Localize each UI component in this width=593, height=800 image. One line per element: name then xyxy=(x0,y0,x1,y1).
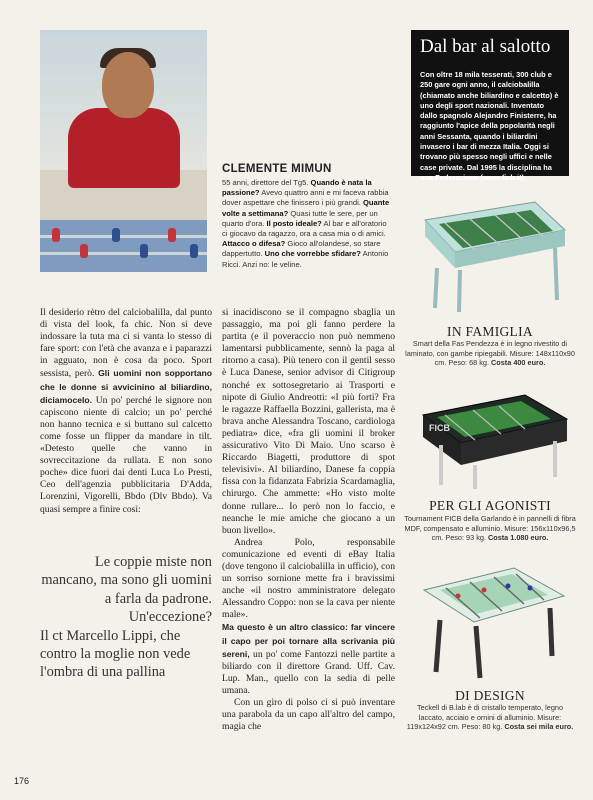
pull-quote xyxy=(40,553,212,682)
product-description: Teckell di B.lab è di cristallo temperato, legno laccato, acciaio e ornini di alluminio. Misure: 119x124x92 cm. Peso: 80 kg. Costa sei mila euro. xyxy=(406,703,574,732)
article-paragraph: Un po' perché le signore non capiscono niente di calcio; un po' perché non hanno tecnica e si buttano sul calcetto come fosse un flipper da mandare in tilt. «Detesto quelle che vanno in sovreccitazione da rullata. E non sono poche» dice fuori dai denti Luca Lo Presti, Ceo dell'agenzia pubblicitaria D'Adda, Lorenzini, Vigorelli, Bbdo (Dlv Bbdo). Va quasi sempre a finire così: xyxy=(40,394,212,515)
product-image-agonisti xyxy=(415,385,570,490)
article-column-1 xyxy=(40,307,212,516)
info-box xyxy=(411,30,569,182)
product-image-famiglia xyxy=(415,190,570,315)
product-description: Tournament FICB della Garlando è in pannelli di fibra MDF, compensato e alluminio. Misure: 156x110x96,5 cm. Peso: 93 kg. Costa 1.080 euro. xyxy=(404,514,576,543)
product-image-design xyxy=(418,560,568,680)
article-paragraph: un po' come Fantozzi nelle partite a biliardo con il direttore Grand. Uff. Cav. Lup. Man., quello con la sedia di pelle umana. xyxy=(222,648,395,696)
article-paragraph: Con un giro di polso ci si può inventare una parabola da un capo all'altro del campo, magia che xyxy=(222,697,395,733)
product-table-label: FICB xyxy=(429,423,450,433)
product-title: IN FAMIGLIA xyxy=(447,324,533,339)
article-paragraph: si inacidiscono se il compagno sbaglia un passaggio, ma poi gli fanno perdere la partita (e il poveraccio non può nemmeno lamentarsi pubblicamente, sennò la paga al ritorno a casa). Più tenero con il gentil sesso è Luca Danese, senior advisor di Citigroup nonché ex sottosegretario ai Trasporti e nipote di Giulio Andreotti: «I più forti? Fra le ragazze Raffaella Bozzini, gallerista, ma è brava anche Alessandra Toscano, cardiologa pediatra» dice, «fra gli uomini il broker assicurativo Vito Di Maio. Uno scarso è Riccardo Biagetti, produttore di spot televisivi». Al biliardino, Danese fa coppia fissa con la fidanzata Fabrizia Scardamaglia, chirurgo. Che ammette: «Ho visto molte donne rullare... Io però non lo faccio, e neanche le mie amiche che giocano a un buon livello». xyxy=(222,307,395,536)
profile-bio: 55 anni, direttore del Tg5. Quando è nata la passione? Avevo quattro anni e mi faceva rabbia dover aspettare che finissero i più grandi. Quante volte a settimana? Quasi tutte le sere, per un quarto d'ora. Il posto ideale? Al bar e all'oratorio ci giocavo da ragazzo, ora a casa mia o di amici. Attacco o difesa? Gioco all'olandese, so stare dappertutto. Uno che vorrebbe sfidare? Antonio Ricci. Anzi no: le veline. xyxy=(222,178,390,269)
info-box-text: Con oltre 18 mila tesserati, 300 club e 250 gare ogni anno, il calciobalilla (chiamato anche biliardino e calcetto) è uno degli sport nazionali. Inventato dallo spagnolo Alejandro Finisterre, ha raggiunto l'apice della popolarità negli anni Sessanta, quando i biliardini invasero i bar di mezza Italia. Oggi si trovano più spesso negli uffici e nelle case private. Dal 1995 la disciplina ha una Federazione (www.ficb.it). xyxy=(420,70,559,182)
pull-quote-part-1: Le coppie miste non mancano, ma sono gli uomini a farla da padrone. Un'eccezione? xyxy=(41,554,212,626)
article-highlight: Gli uomini non sopportano che le donne si avvicinino al biliardino, diciamocelo. xyxy=(40,368,212,405)
article-paragraph: Andrea Polo, responsabile comunicazione ed eventi di eBay Italia (dove tengono il calciobalilla in ufficio), con un sorriso sornione mette fra i bravissimi anche «il nostro amministratore delegato Alessandro Coppo: non se la cava per niente male». xyxy=(222,536,395,621)
product-description: Smart della Fas Pendezza è in legno rivestito di laminato, con gambe ripiegabili. Misure: 148x110x90 cm. Peso: 68 kg. Costa 400 euro. xyxy=(405,339,575,368)
pull-quote-part-2: Il ct Marcello Lippi, che contro la moglie non vede l'ombra di una pallina xyxy=(40,627,191,681)
product-title: DI DESIGN xyxy=(455,688,525,703)
article-highlight: Ma questo è un altro classico: far vincere il capo per poi tornare alla scrivania più sereni, xyxy=(222,622,395,659)
info-box-title: Dal bar al salotto xyxy=(420,36,551,57)
page-number: 176 xyxy=(14,776,30,786)
article-column-2 xyxy=(222,307,395,733)
profile-name: CLEMENTE MIMUN xyxy=(222,163,332,175)
article-paragraph: Il desiderio rètro del calciobalilla, dal punto di vista del look, fa chic. Non si deve indossare la tuta ma ci si vanta lo stesso di fare sport: con l'età che avanza e i paparazzi in agguato, non è cosa da poco. Sport sessista, però. xyxy=(40,307,212,380)
profile-photo xyxy=(40,30,207,272)
product-title: PER GLI AGONISTI xyxy=(429,498,551,513)
